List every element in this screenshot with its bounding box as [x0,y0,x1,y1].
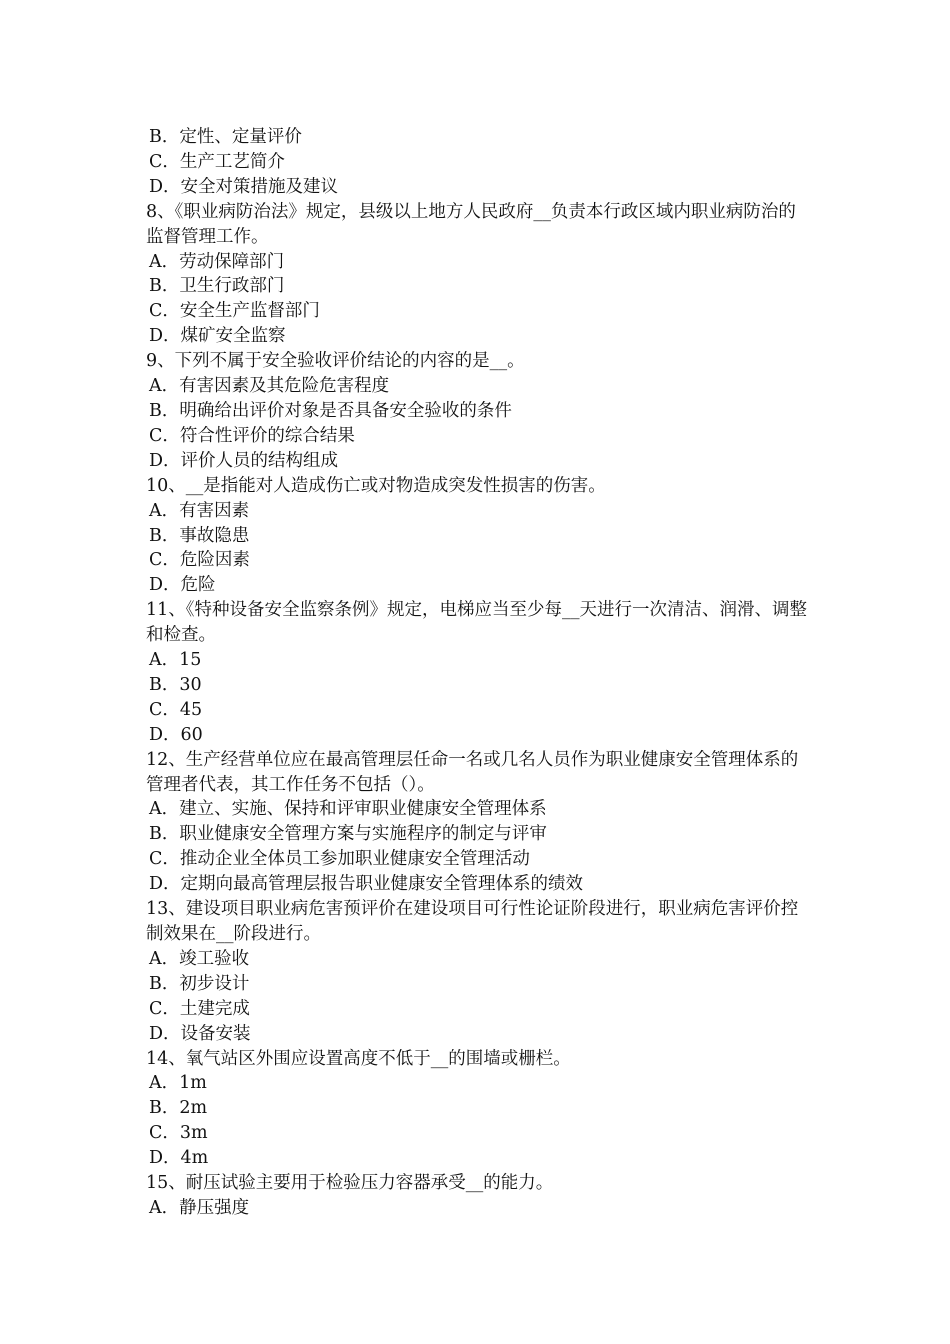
question-15: 15、耐压试验主要用于检验压力容器承受__的能力。 [146,1173,554,1194]
option-line: D．设备安装 [149,1023,251,1044]
option-line: B．2m [149,1098,208,1119]
option-line: D．危险 [149,575,216,596]
option-line: A．建立、实施、保持和评审职业健康安全管理体系 [149,799,547,820]
option-line: C．安全生产监督部门 [149,301,320,322]
question-9: 9、下列不属于安全验收评价结论的内容的是__。 [146,351,525,372]
option-line: D．60 [149,724,203,745]
question-12: 12、生产经营单位应在最高管理层任命一名或几名人员作为职业健康安全管理体系的管理者代表，其工作任务不包括（）。 [146,749,799,795]
option-line: B．职业健康安全管理方案与实施程序的制定与评审 [149,824,547,845]
option-line: A．15 [149,650,202,671]
option-line: D．煤矿安全监察 [149,326,286,347]
option-line: A．1m [149,1073,207,1094]
document-body [146,125,810,1221]
option-line: A．竣工验收 [149,948,250,969]
option-line: C．3m [149,1123,208,1144]
option-line: C．45 [149,699,203,720]
option-line: A．有害因素 [149,500,250,521]
option-line: B．卫生行政部门 [149,276,285,297]
option-line: C．生产工艺简介 [149,151,285,172]
option-line: B．明确给出评价对象是否具备安全验收的条件 [149,400,512,421]
question-14: 14、氧气站区外围应设置高度不低于__的围墙或栅栏。 [146,1048,571,1069]
option-line: A．有害因素及其危险危害程度 [149,376,390,397]
option-line: C．土建完成 [149,998,250,1019]
option-line: C．危险因素 [149,550,250,571]
option-line: B．初步设计 [149,973,250,994]
option-line: D．定期向最高管理层报告职业健康安全管理体系的绩效 [149,874,584,895]
question-10: 10、__是指能对人造成伤亡或对物造成突发性损害的伤害。 [146,475,606,496]
option-line: D．安全对策措施及建议 [149,176,339,197]
option-line: C．符合性评价的综合结果 [149,425,355,446]
option-line: C．推动企业全体员工参加职业健康安全管理活动 [149,849,530,870]
option-line: A．劳动保障部门 [149,251,285,272]
option-line: A．静压强度 [149,1197,250,1218]
question-11: 11、《特种设备安全监察条例》规定，电梯应当至少每__天进行一次清洁、润滑、调整和检查。 [146,600,808,646]
question-13: 13、建设项目职业病危害预评价在建设项目可行性论证阶段进行，职业病危害评价控制效果在__阶段进行。 [146,899,799,944]
option-line: B．事故隐患 [149,525,250,546]
option-line: B．定性、定量评价 [149,127,302,147]
option-line: D．评价人员的结构组成 [149,450,339,471]
option-line: B．30 [149,674,202,695]
option-line: D．4m [149,1148,209,1169]
question-8: 8、《职业病防治法》规定，县级以上地方人民政府__负责本行政区域内职业病防治的监督管理工作。 [146,201,796,247]
